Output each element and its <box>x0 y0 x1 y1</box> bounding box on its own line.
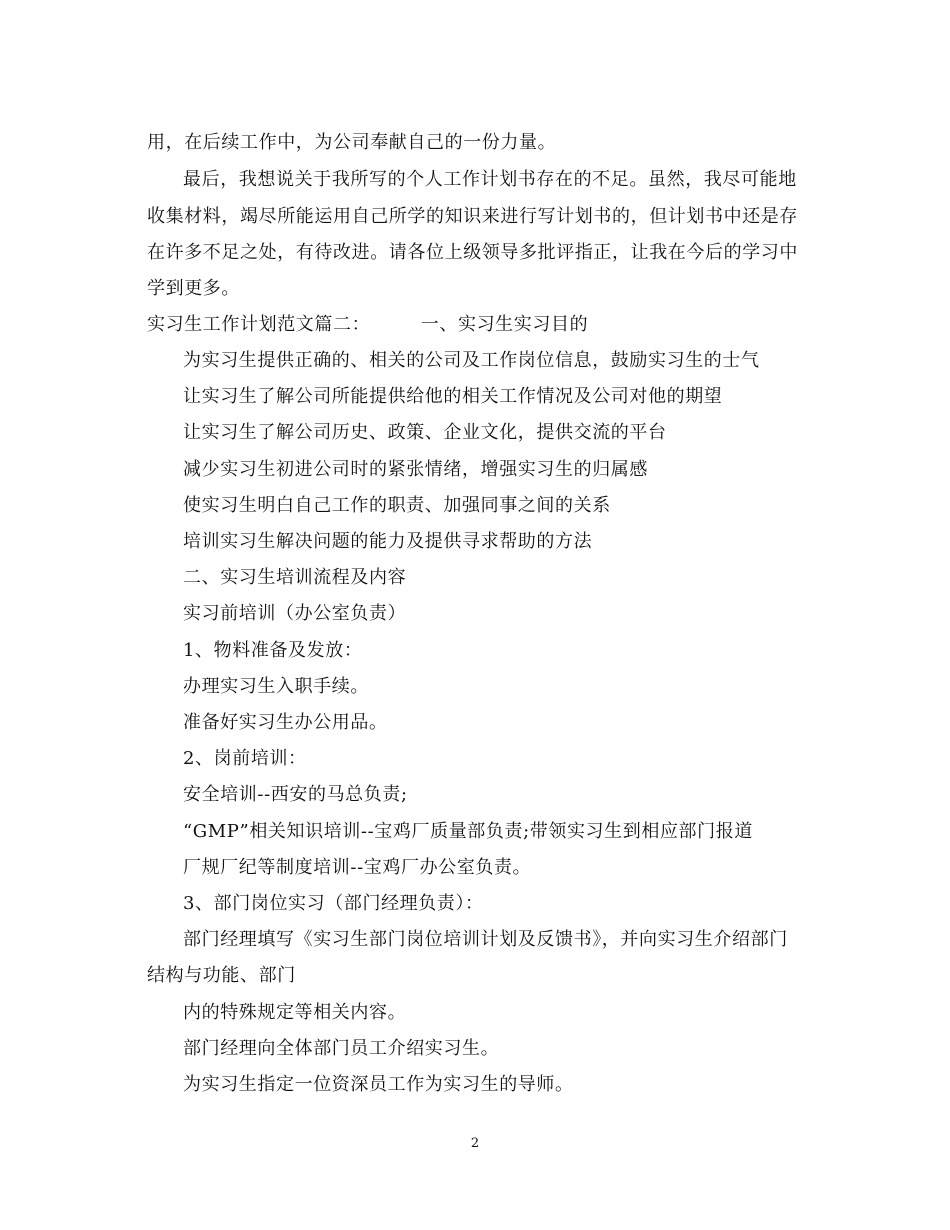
text-line: 学到更多。 <box>147 278 240 299</box>
page-number: 2 <box>470 1136 480 1151</box>
text-line: 2、岗前培训： <box>183 748 307 769</box>
section-heading: 二、实习生培训流程及内容 <box>183 567 407 588</box>
text-line: 培训实习生解决问题的能力及提供寻求帮助的方法 <box>183 531 593 552</box>
text-line: 让实习生了解公司历史、政策、企业文化，提供交流的平台 <box>183 422 667 443</box>
text-line: 使实习生明白自己工作的职责、加强同事之间的关系 <box>183 495 611 516</box>
section-heading: 实习生工作计划范文篇二： 一、实习生实习目的 <box>147 314 589 335</box>
text-line: 厂规厂纪等制度培训--宝鸡厂办公室负责。 <box>183 857 532 878</box>
text-line: 在许多不足之处，有待改进。请各位上级领导多批评指正，让我在今后的学习中 <box>147 242 798 263</box>
text-line: 结构与功能、部门 <box>147 965 296 986</box>
text-line: 收集材料，竭尽所能运用自己所学的知识来进行写计划书的，但计划书中还是存 <box>147 206 798 227</box>
text-line: 办理实习生入职手续。 <box>183 676 369 697</box>
text-line: 用，在后续工作中，为公司奉献自己的一份力量。 <box>147 132 557 153</box>
text-line: “GMP”相关知识培训--宝鸡厂质量部负责;带领实习生到相应部门报道 <box>183 821 753 842</box>
text-line: 3、部门岗位实习（部门经理负责）： <box>183 893 484 914</box>
text-line: 部门经理填写《实习生部门岗位培训计划及反馈书》，并向实习生介绍部门 <box>183 929 788 950</box>
text-line: 为实习生指定一位资深员工作为实习生的导师。 <box>183 1074 574 1095</box>
text-line: 最后，我想说关于我所写的个人工作计划书存在的不足。虽然，我尽可能地 <box>183 169 797 190</box>
text-line: 安全培训--西安的马总负责; <box>183 784 408 805</box>
text-line: 内的特殊规定等相关内容。 <box>183 1002 407 1023</box>
text-line: 减少实习生初进公司时的紧张情绪，增强实习生的归属感 <box>183 459 648 480</box>
text-line: 1、物料准备及发放： <box>183 640 363 661</box>
text-line: 实习前培训（办公室负责） <box>183 603 407 624</box>
text-line: 部门经理向全体部门员工介绍实习生。 <box>183 1038 500 1059</box>
text-line: 准备好实习生办公用品。 <box>183 712 388 733</box>
text-line: 让实习生了解公司所能提供给他的相关工作情况及公司对他的期望 <box>183 386 723 407</box>
text-line: 为实习生提供正确的、相关的公司及工作岗位信息，鼓励实习生的士气 <box>183 350 760 371</box>
